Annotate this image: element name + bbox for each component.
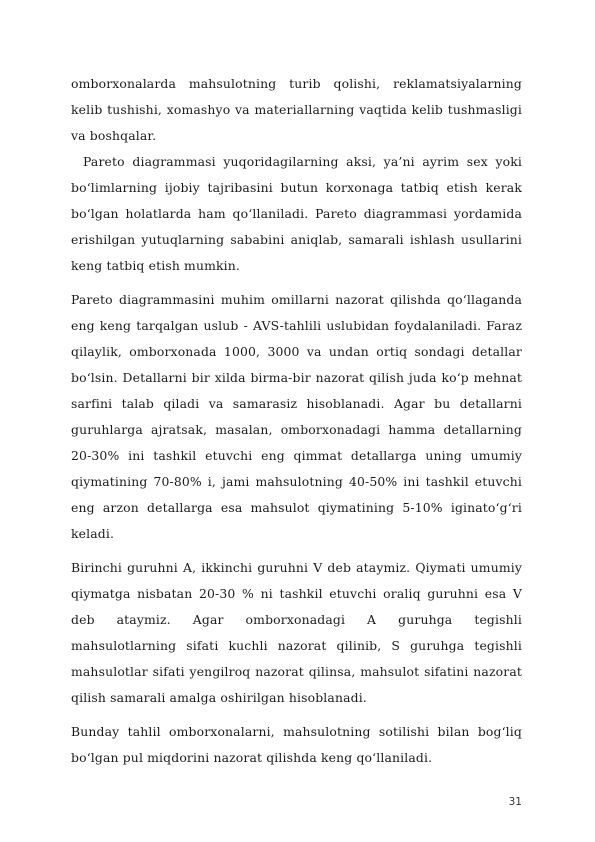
paragraph-continuation: omborxonalarda mahsulotning turib qolishi, reklamatsiyalarning kelib tushishi, xomashyo va materiallarning vaqtida kelib tushmasligi va boshqalar. <box>71 76 522 143</box>
paragraph-conclusion: Bunday tahlil omborxonalarni, mahsulotning sotilishi bilan bog‘liq bo‘lgan pul miqdorini nazorat qilishda keng qo‘llaniladi. <box>71 724 522 765</box>
paragraph-pareto-positive: Pareto diagrammasi yuqoridagilarning aksi, ya’ni ayrim sex yoki bo‘limlarning ijobiy tajribasini butun korxonaga tatbiq etish kerak bo‘lgan holatlarda ham qo‘llaniladi. Pareto diagrammasi yordamida erishilgan yutuqlarning sababini aniqlab, samarali ishlash usullarini keng tatbiq etish mumkin. <box>71 154 522 273</box>
body-text <box>71 71 522 771</box>
paragraph-groups: Birinchi guruhni A, ikkinchi guruhni V deb ataymiz. Qiymati umumiy qiymatga nisbatan 20-30 % ni tashkil etuvchi oraliq guruhni esa V deb ataymiz. Agar omborxonadagi A guruhga tegishli mahsulotlarning sifati kuchli nazorat qilinib, S guruhga tegishli mahsulotlar sifati yengilroq nazorat qilinsa, mahsulot sifatini nazorat qilish samarali amalga oshirilgan hisoblanadi. <box>71 560 522 705</box>
page-number: 31 <box>508 796 522 808</box>
paragraph-avs-analysis: Pareto diagrammasini muhim omillarni nazorat qilishda qo‘llaganda eng keng tarqalgan uslub - AVS-tahlili uslubidan foydalaniladi. Faraz qilaylik, omborxonada 1000, 3000 va undan ortiq sondagi detallar bo‘lsin. Detallarni bir xilda birma-bir nazorat qilish juda ko‘p mehnat sarfini talab qiladi va samarasiz hisoblanadi. Agar bu detallarni guruhlarga ajratsak, masalan, omborxonadagi hamma detallarning 20-30% ini tashkil etuvchi eng qimmat detallarga uning umumiy qiymatining 70-80% i, jami mahsulotning 40-50% ini tashkil etuvchi eng arzon detallarga esa mahsulot qiymatining 5-10% iginato‘g‘ri keladi. <box>71 292 522 541</box>
